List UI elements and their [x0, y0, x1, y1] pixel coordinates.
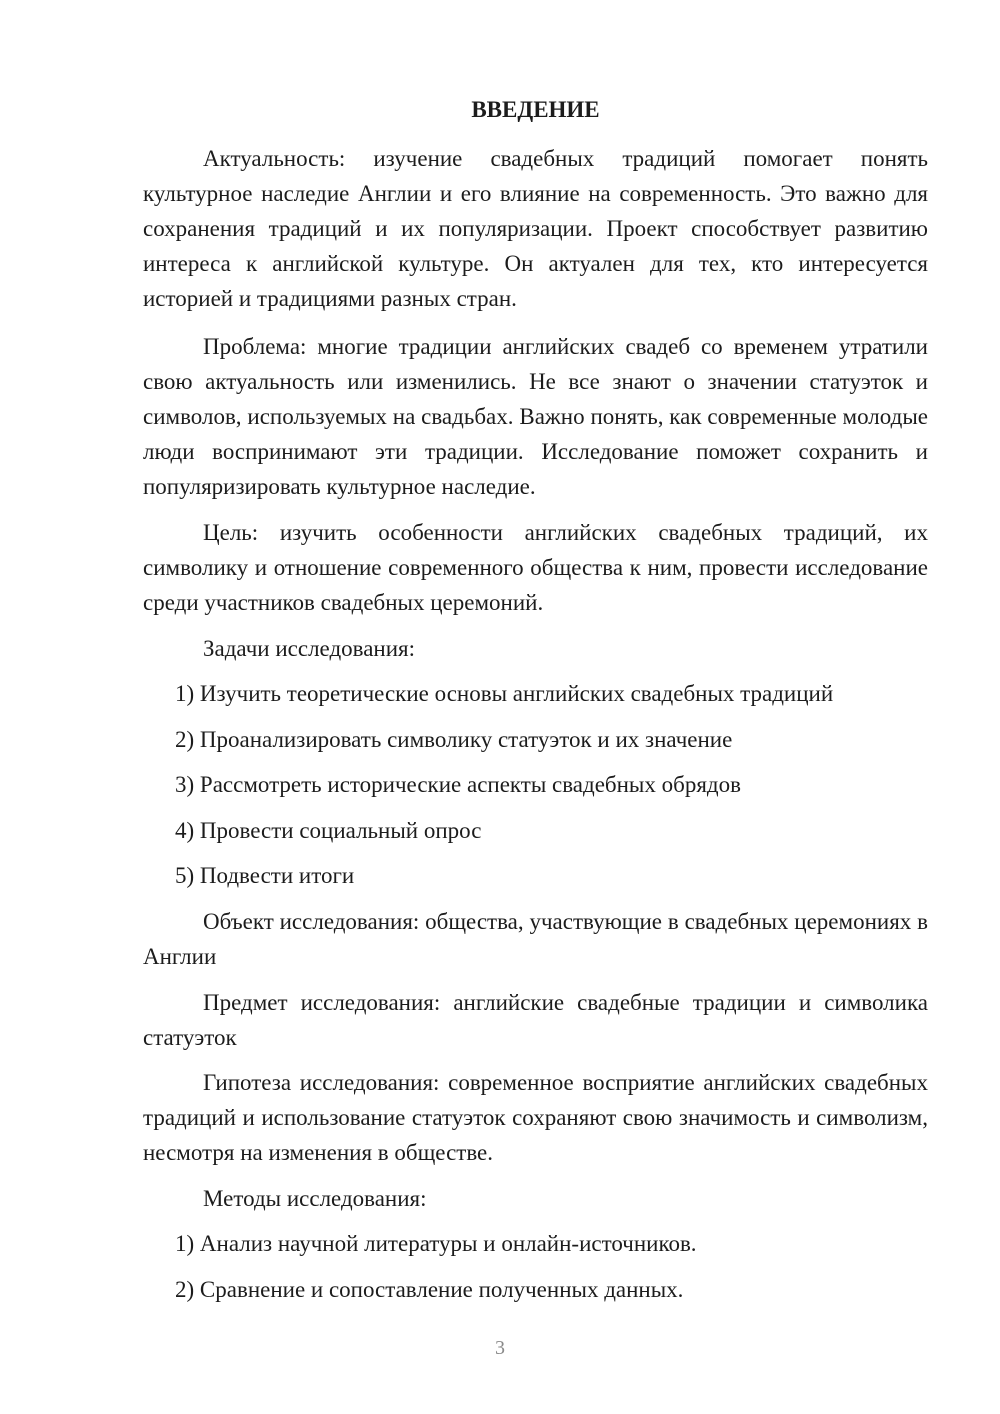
task-item: 5) Подвести итоги — [175, 863, 355, 888]
object-paragraph: Объект исследования: общества, участвующие в свадебных церемониях в Англии — [143, 909, 928, 969]
method-item: 1) Анализ научной литературы и онлайн-источников. — [175, 1231, 697, 1256]
page-number: 3 — [495, 1337, 505, 1359]
subject-paragraph: Предмет исследования: английские свадебные традиции и символика статуэток — [143, 990, 928, 1050]
task-item: 1) Изучить теоретические основы английских свадебных традиций — [175, 681, 834, 706]
goal-paragraph: Цель: изучить особенности английских свадебных традиций, их символику и отношение современного общества к ним, провести исследование среди участников свадебных церемоний. — [143, 520, 928, 615]
tasks-title: Задачи исследования: — [203, 636, 416, 661]
task-item: 2) Проанализировать символику статуэток и их значение — [175, 727, 733, 752]
task-item: 4) Провести социальный опрос — [175, 818, 482, 843]
task-item: 3) Рассмотреть исторические аспекты свадебных обрядов — [175, 772, 741, 797]
relevance-paragraph: Актуальность: изучение свадебных традиций помогает понять культурное наследие Англии и его влияние на современность. Это важно для сохранения традиций и их популяризации. Проект способствует развитию интереса к английской культуре. Он актуален для тех, кто интересуется историей и традициями разных стран. — [143, 146, 928, 311]
method-item: 2) Сравнение и сопоставление полученных данных. — [175, 1277, 684, 1302]
methods-title: Методы исследования: — [203, 1186, 427, 1211]
hypothesis-paragraph: Гипотеза исследования: современное восприятие английских свадебных традиций и использование статуэток сохраняют свою значимость и символизм, несмотря на изменения в обществе. — [143, 1070, 928, 1165]
problem-paragraph: Проблема: многие традиции английских свадеб со временем утратили свою актуальность или изменились. Не все знают о значении статуэток и символов, используемых на свадьбах. Важно понять, как современные молодые люди воспринимают эти традиции. Исследование поможет сохранить и популяризировать культурное наследие. — [143, 334, 928, 499]
section-heading: ВВЕДЕНИЕ — [471, 97, 600, 122]
